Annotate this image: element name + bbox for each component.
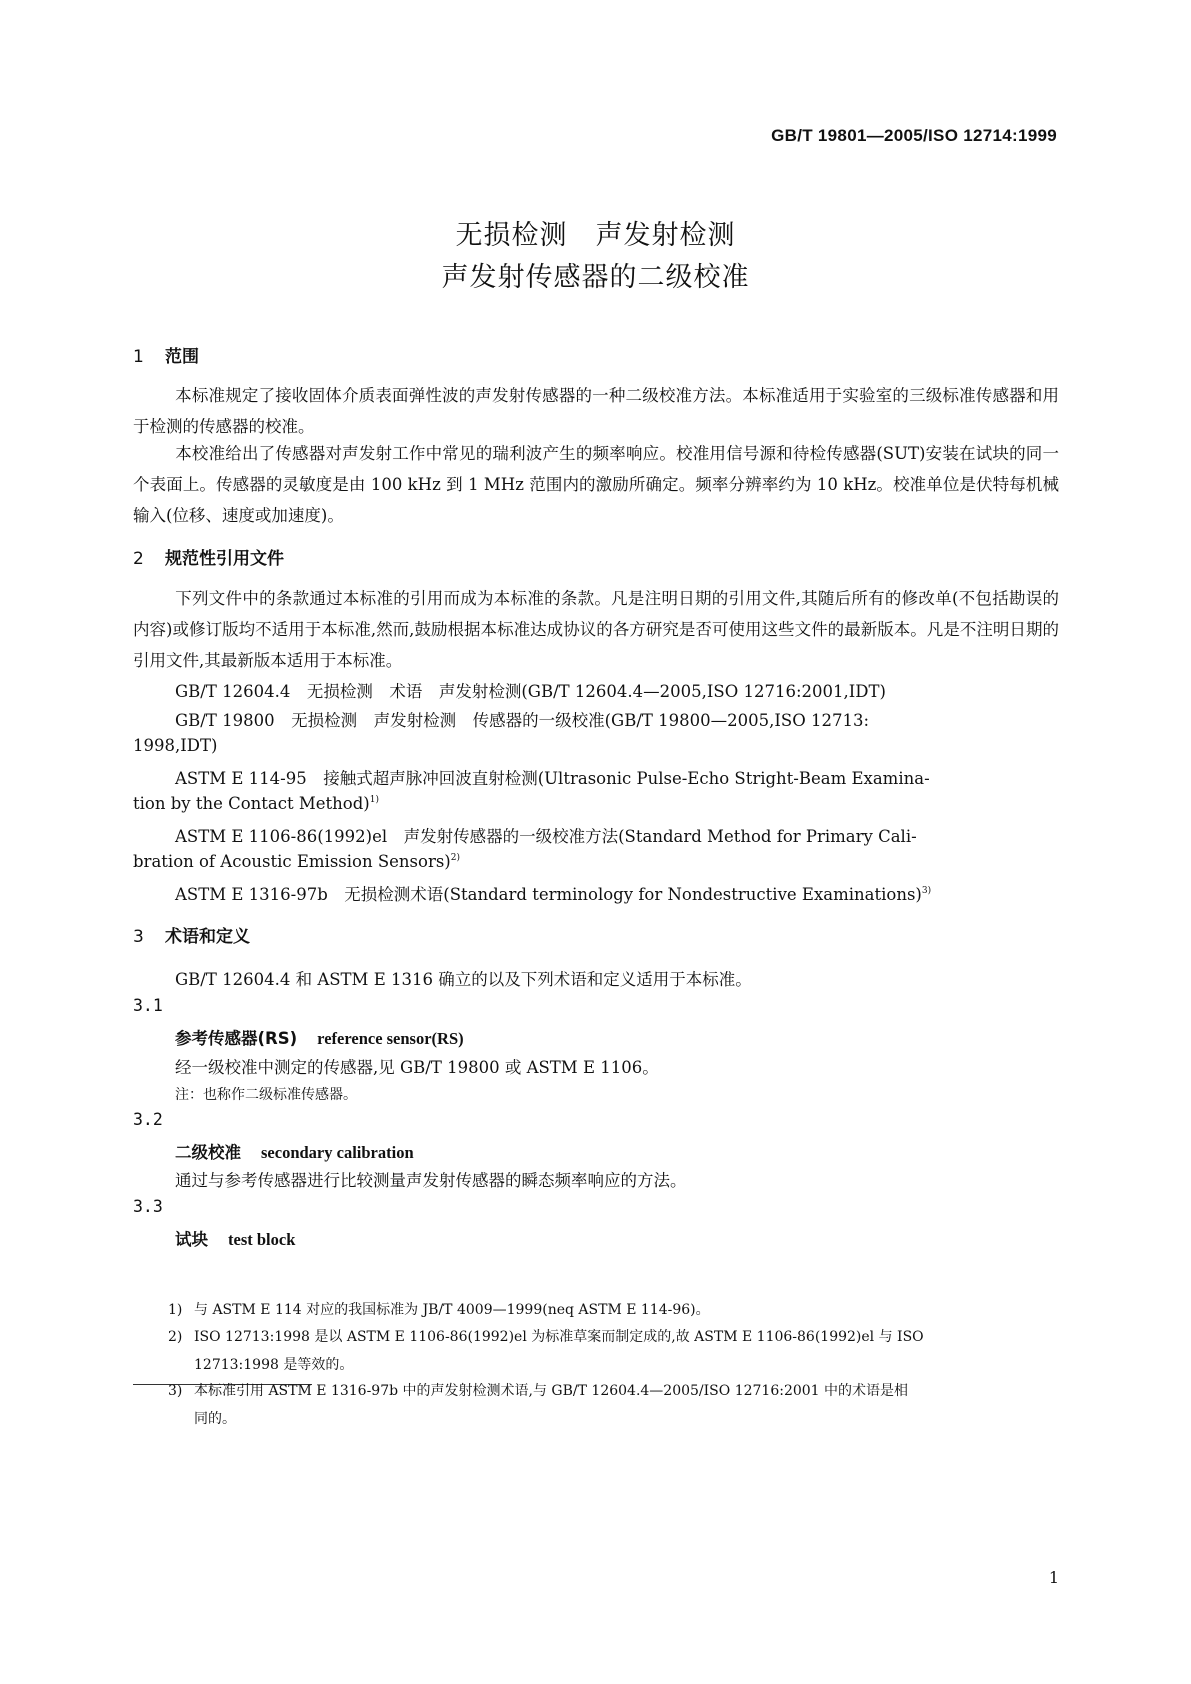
- reference-astm-e1106-cont: bration of Acoustic Emission Sensors)$^{2)}$: [133, 852, 460, 871]
- section-2-intro: 下列文件中的条款通过本标准的引用而成为本标准的条款。凡是注明日期的引用文件,其随后所有的修改单(不包括勘误的内容)或修订版均不适用于本标准,然而,鼓励根据本标准达成协议的各方研究是否可使用这些文件的最新版本。凡是不注明日期的引用文件,其最新版本适用于本标准。: [133, 589, 1059, 670]
- section-title: 规范性引用文件: [165, 549, 284, 569]
- footnote-2: 2) ISO 12713:1998 是以 ASTM E 1106-86(1992)el 为标准草案而制定成的,故 ASTM E 1106-86(1992)el 与 ISO 12713:1998 是等效的。: [168, 1329, 924, 1373]
- section-1-heading: [133, 342, 199, 367]
- reference-astm-e1106: ASTM E 1106-86(1992)el 声发射传感器的一级校准方法(Standard Method for Primary Cali-: [175, 827, 917, 846]
- term-definition: 经一级校准中测定的传感器,见 GB/T 19800 或 ASTM E 1106。: [175, 1058, 659, 1077]
- footnote-3: 3) 本标准引用 ASTM E 1316-97b 中的声发射检测术语,与 GB/T 12604.4—2005/ISO 12716:2001 中的术语是相 同的。: [168, 1383, 909, 1427]
- term-heading: 参考传感器(RS) reference sensor(RS): [175, 1029, 464, 1048]
- section-title: 术语和定义: [165, 927, 250, 947]
- reference-gbt-19800-cont: 1998,IDT): [133, 736, 218, 755]
- clause-number: 3.2: [133, 1110, 163, 1129]
- section-number: 3: [133, 927, 144, 947]
- section-3-heading: [133, 922, 250, 947]
- section-number: 2: [133, 549, 144, 569]
- reference-astm-e114-cont: tion by the Contact Method)$^{1)}$: [133, 794, 379, 813]
- section-1-paragraph-2: 本校准给出了传感器对声发射工作中常见的瑞利波产生的频率响应。校准用信号源和待检传感器(SUT)安装在试块的同一个表面上。传感器的灵敏度是由 100 kHz 到 1 MHz 范围内的激励所确定。频率分辨率约为 10 kHz。校准单位是伏特每机械输入(位移、速度或加速度)。: [133, 444, 1059, 525]
- footnote-marker: 3): [921, 886, 932, 896]
- term-note: 注：也称作二级标准传感器。: [175, 1087, 357, 1103]
- document-code: GB/T 19801—2005/ISO 12714:1999: [771, 126, 1057, 145]
- section-title: 范围: [165, 347, 199, 367]
- reference-astm-e1316: ASTM E 1316-97b 无损检测术语(Standard terminology for Nondestructive Examinations)$^{3)}$: [175, 885, 932, 904]
- section-1-paragraph-1: 本标准规定了接收固体介质表面弹性波的声发射传感器的一种二级校准方法。本标准适用于实验室的三级标准传感器和用于检测的传感器的校准。: [133, 386, 1059, 436]
- reference-astm-e114: ASTM E 114-95 接触式超声脉冲回波直射检测(Ultrasonic Pulse-Echo Stright-Beam Examina-: [175, 769, 930, 788]
- page-number: 1: [1048, 1568, 1059, 1587]
- term-heading: 试块 test block: [175, 1230, 296, 1249]
- section-3-intro: GB/T 12604.4 和 ASTM E 1316 确立的以及下列术语和定义适用于本标准。: [175, 970, 752, 989]
- reference-gbt-12604-4: GB/T 12604.4 无损检测 术语 声发射检测(GB/T 12604.4—2005,ISO 12716:2001,IDT): [175, 682, 886, 701]
- clause-number: 3.1: [133, 996, 163, 1015]
- section-number: 1: [133, 347, 144, 367]
- term-definition: 通过与参考传感器进行比较测量声发射传感器的瞬态频率响应的方法。: [175, 1171, 687, 1190]
- title-line-2: 声发射传感器的二级校准: [441, 262, 750, 293]
- footnote-marker: 1): [369, 795, 379, 805]
- footnote-1: 1) 与 ASTM E 114 对应的我国标准为 JB/T 4009—1999(neq ASTM E 114-96)。: [168, 1302, 710, 1318]
- title-line-1: 无损检测 声发射检测: [455, 220, 736, 251]
- section-2-heading: [133, 544, 284, 569]
- reference-gbt-19800: GB/T 19800 无损检测 声发射检测 传感器的一级校准(GB/T 19800—2005,ISO 12713:: [175, 711, 870, 730]
- clause-number: 3.3: [133, 1197, 163, 1216]
- footnote-marker: 2): [450, 853, 460, 863]
- term-heading: 二级校准 secondary calibration: [175, 1143, 414, 1162]
